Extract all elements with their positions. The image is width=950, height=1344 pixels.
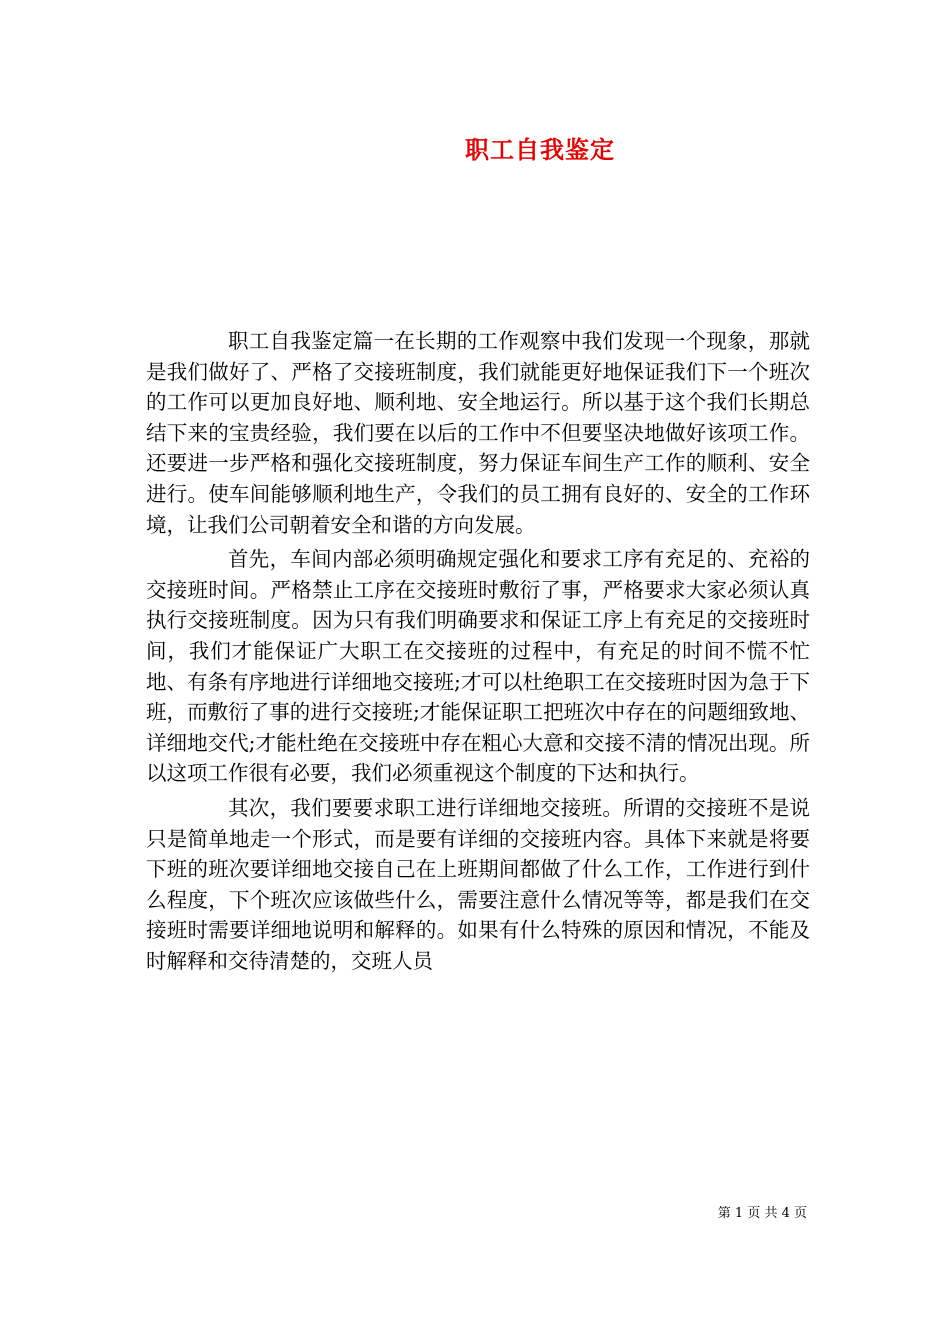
- document-body: [146, 326, 810, 980]
- document-title: 职工自我鉴定: [465, 135, 615, 164]
- paragraph-2: 首先，车间内部必须明确规定强化和要求工序有充足的、充裕的交接班时间。严格禁止工序在交接班时敷衍了事，严格要求大家必须认真执行交接班制度。因为只有我们明确要求和保证工序上有充足的交接班时间，我们才能保证广大职工在交接班的过程中，有充足的时间不慌不忙地、有条有序地进行详细地交接班;才可以杜绝职工在交接班时因为急于下班，而敷衍了事的进行交接班;才能保证职工把班次中存在的问题细致地、详细地交代;才能杜绝在交接班中存在粗心大意和交接不清的情况出现。所以这项工作很有必要，我们必须重视这个制度的下达和执行。: [146, 547, 810, 786]
- paragraph-3: 其次，我们要要求职工进行详细地交接班。所谓的交接班不是说只是简单地走一个形式，而是要有详细的交接班内容。具体下来就是将要下班的班次要详细地交接自己在上班期间都做了什么工作，工作进行到什么程度，下个班次应该做些什么，需要注意什么情况等等，都是我们在交接班时需要详细地说明和解释的。如果有什么特殊的原因和情况，不能及时解释和交待清楚的，交班人员: [146, 795, 810, 973]
- page-number: 第 1 页 共 4 页: [717, 1206, 807, 1221]
- paragraph-1: 职工自我鉴定篇一在长期的工作观察中我们发现一个现象，那就是我们做好了、严格了交接班制度，我们就能更好地保证我们下一个班次的工作可以更加良好地、顺利地、安全地运行。所以基于这个我们长期总结下来的宝贵经验，我们要在以后的工作中不但要坚决地做好该项工作。还要进一步严格和强化交接班制度，努力保证车间生产工作的顺利、安全进行。使车间能够顺利地生产，令我们的员工拥有良好的、安全的工作环境，让我们公司朝着安全和谐的方向发展。: [146, 329, 810, 537]
